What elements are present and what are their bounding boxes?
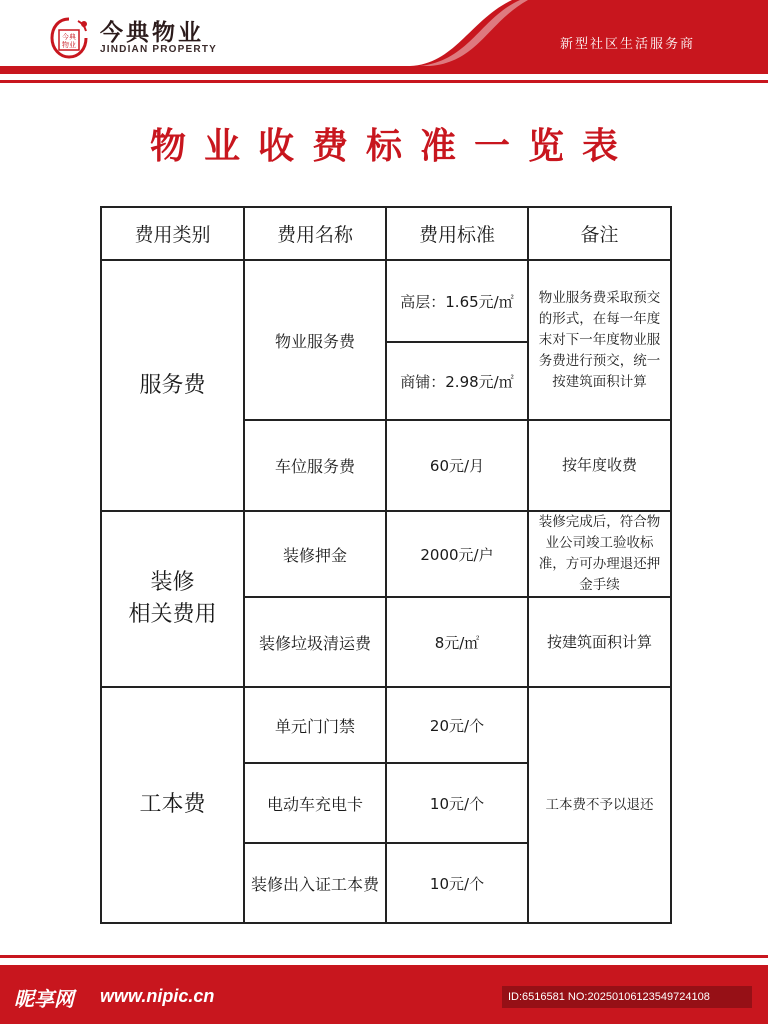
fee-standard-ebike-card: 10元/个 (386, 763, 528, 843)
note-cost-fee: 工本费不予以退还 (528, 687, 671, 923)
header-standard: 费用标准 (386, 207, 528, 260)
fee-name-parking: 车位服务费 (244, 420, 386, 511)
table-header-row (101, 207, 671, 260)
fee-name-renovation-pass: 装修出入证工本费 (244, 843, 386, 923)
fee-name-property-service: 物业服务费 (244, 260, 386, 420)
table-row (101, 260, 671, 342)
fee-name-waste-removal: 装修垃圾清运费 (244, 597, 386, 687)
logo-name-cn: 今典物业 (100, 19, 204, 46)
table-row (101, 687, 671, 763)
category-renovation: 装修 相关费用 (101, 511, 244, 687)
footer-id-label: ID:6516581 NO:20250106123549724108 (502, 986, 752, 1008)
fee-standard-access-card: 20元/个 (386, 687, 528, 763)
header-note: 备注 (528, 207, 671, 260)
header-category: 费用类别 (101, 207, 244, 260)
page-header (0, 0, 768, 92)
note-renovation-deposit: 装修完成后，符合物业公司竣工验收标准，方可办理退还押金手续 (528, 511, 671, 597)
page-title: 物业收费标准一览表 (149, 126, 636, 167)
fee-name-ebike-card: 电动车充电卡 (244, 763, 386, 843)
note-waste-removal: 按建筑面积计算 (528, 597, 671, 687)
fee-standard-waste-removal: 8元/㎡ (386, 597, 528, 687)
fee-standard-parking: 60元/月 (386, 420, 528, 511)
fee-name-access-card: 单元门门禁 (244, 687, 386, 763)
note-property-service: 物业服务费采取预交的形式，在每一年度末对下一年度物业服务费进行预交，统一按建筑面积计算 (528, 260, 671, 420)
note-parking: 按年度收费 (528, 420, 671, 511)
footer-brand: 昵享网 (14, 989, 74, 1011)
header-name: 费用名称 (244, 207, 386, 260)
fee-name-renovation-deposit: 装修押金 (244, 511, 386, 597)
category-cost-fee: 工本费 (101, 687, 244, 923)
fee-standard-renovation-pass: 10元/个 (386, 843, 528, 923)
fee-standard-highrise: 高层：1.65元/㎡ (386, 260, 528, 342)
logo-name-en: JINDIAN PROPERTY (100, 44, 217, 55)
fee-table (100, 206, 672, 924)
fee-standard-shop: 商铺：2.98元/㎡ (386, 342, 528, 420)
category-service-fee: 服务费 (101, 260, 244, 511)
svg-text:物业: 物业 (62, 41, 76, 49)
svg-text:今典: 今典 (62, 33, 76, 41)
fee-standard-renovation-deposit: 2000元/户 (386, 511, 528, 597)
footer-thin-line (0, 955, 768, 958)
footer-url[interactable]: www.nipic.cn (100, 986, 215, 1006)
table-row (101, 511, 671, 597)
logo-seal-icon (48, 16, 90, 60)
header-slogan: 新型社区生活服务商 (560, 37, 696, 52)
